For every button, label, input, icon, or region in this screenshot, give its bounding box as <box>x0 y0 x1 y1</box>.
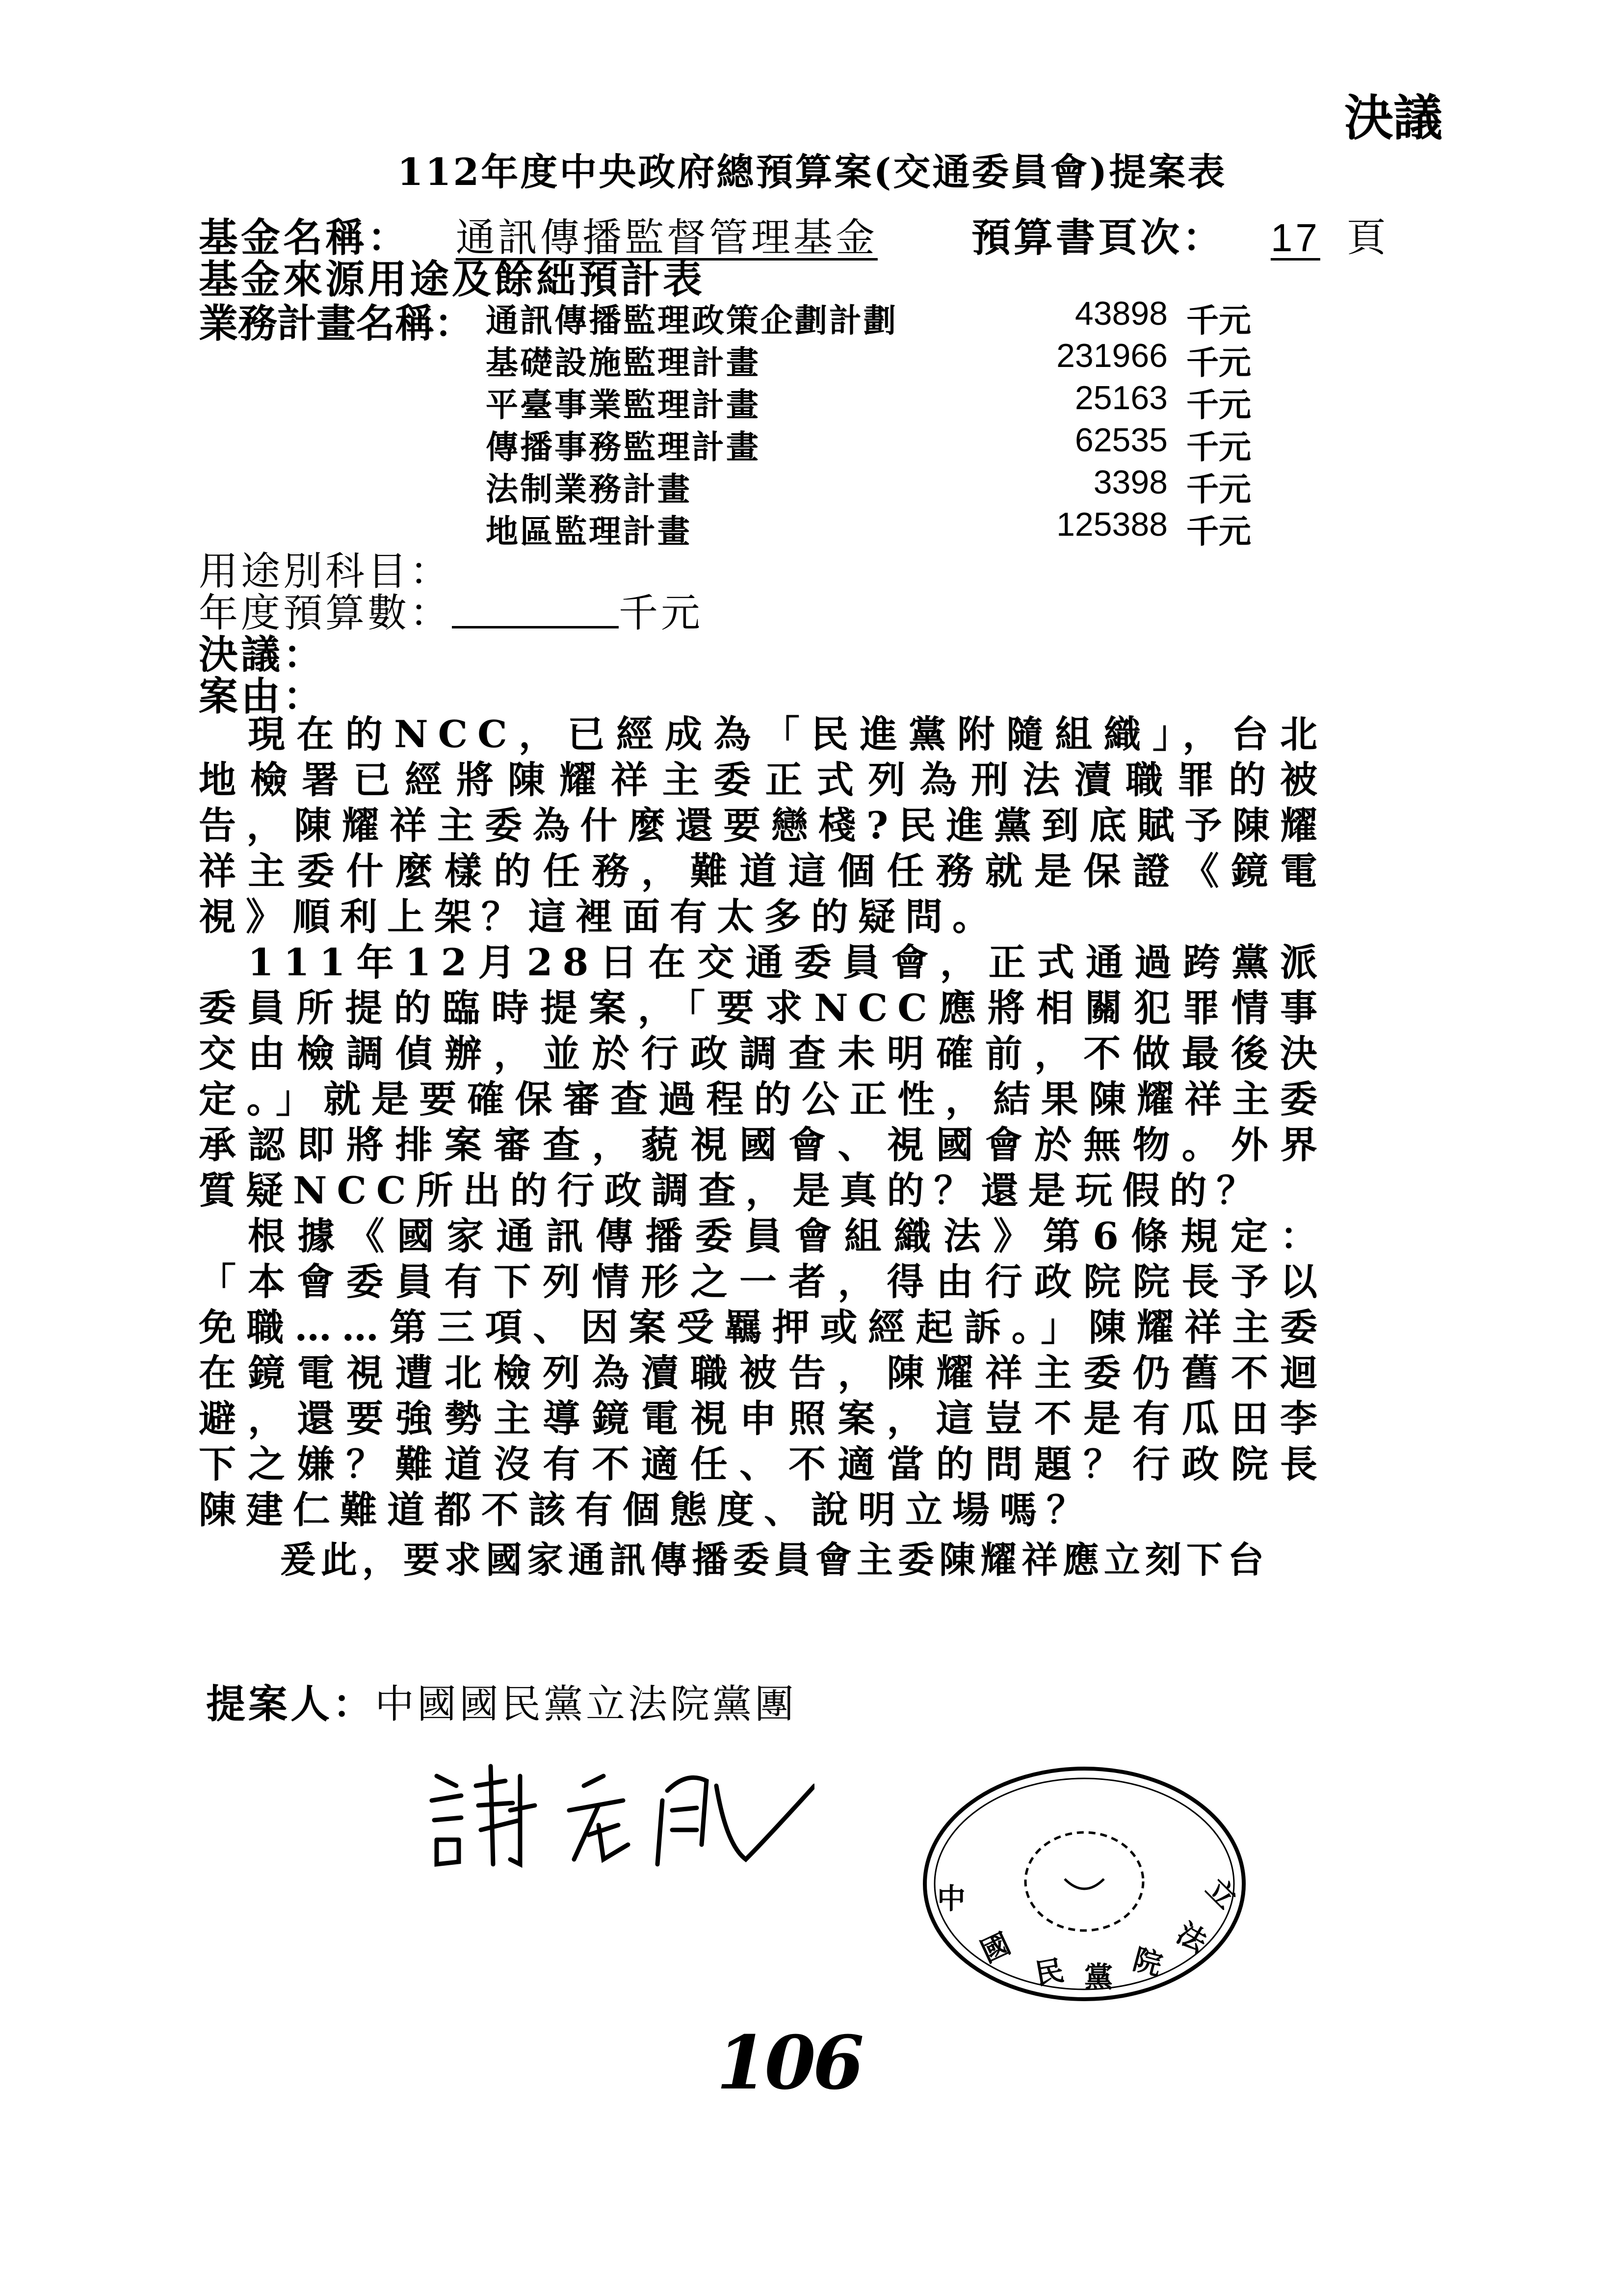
budget-page-label: 預算書頁次： <box>971 214 1225 261</box>
program-name: 地區監理計畫 <box>486 512 692 550</box>
budget-page-value: 17 <box>1270 216 1320 260</box>
paragraph: 111年12月28日在交通委員會，正式通過跨黨派委員所提的臨時提案，「要求NCC應將相關犯罪情事交由檢調偵辦，並於行政調查未明確前，不做最後決定。」就是要確保審查過程的公正性，結果陳耀祥主委承認即將排案審查，藐視國會、視國會於無物。外界質疑NCC所出的行政調查，是真的？還是玩假的？ <box>199 940 1327 1212</box>
annual-budget-unit: 千元 <box>619 590 703 636</box>
seal-char: 法 <box>1171 1916 1213 1959</box>
fund-name-value: 通訊傳播監督管理基金 <box>455 215 878 261</box>
official-seal <box>917 1761 1251 2007</box>
budget-page-unit: 頁 <box>1346 215 1389 261</box>
program-unit: 千元 <box>1186 428 1251 466</box>
program-row <box>486 337 1251 382</box>
reason-body <box>199 711 1327 1533</box>
program-amount: 43898 <box>1074 295 1168 332</box>
program-unit: 千元 <box>1186 343 1251 382</box>
proposer-row <box>206 1681 1327 1727</box>
seal-char: 中 <box>937 1882 966 1915</box>
seal-char: 黨 <box>1084 1960 1113 1994</box>
closing-statement: 爰此，要求國家通訊傳播委員會主委陳耀祥應立刻下台 <box>280 1539 1269 1581</box>
paragraph: 現在的NCC，已經成為「民進黨附隨組織」，台北地檢署已經將陳耀祥主委正式列為刑法瀆職罪的被告，陳耀祥主委為什麼還要戀棧?民進黨到底賦予陳耀祥主委什麼樣的任務，難道這個任務就是保證《鏡電視》順利上架？這裡面有太多的疑問。 <box>199 712 1327 939</box>
document-title: 112年度中央政府總預算案(交通委員會)提案表 <box>397 150 1227 194</box>
reason-section <box>199 711 1327 2105</box>
seal-char: 國 <box>975 1927 1016 1969</box>
page-number: 106 <box>716 2020 862 2106</box>
program-amount: 62535 <box>1074 421 1168 459</box>
reason-label: 案由： <box>199 673 325 719</box>
program-amount: 3398 <box>1093 464 1168 501</box>
program-row <box>486 294 1251 337</box>
annual-budget-label: 年度預算數： <box>199 590 452 636</box>
proposer-label: 提案人： <box>206 1681 375 1727</box>
seal-char: 立 <box>1199 1871 1243 1915</box>
program-row <box>486 505 1251 548</box>
seal-char: 院 <box>1129 1942 1166 1983</box>
program-name: 法制業務計畫 <box>486 470 692 508</box>
resolution-label: 決議： <box>199 631 325 678</box>
fund-name-label: 基金名稱： <box>199 214 410 261</box>
budget-page-row <box>971 206 1389 262</box>
program-name: 平臺事業監理計畫 <box>486 386 760 424</box>
decision-stamp: 決議 <box>1344 89 1442 147</box>
signature-area <box>199 1756 1327 2011</box>
table-label: 基金來源用途及餘絀預計表 <box>199 256 705 302</box>
handwritten-signature <box>422 1756 814 1894</box>
program-name: 基礎設施監理計畫 <box>486 343 760 382</box>
program-amount: 25163 <box>1074 379 1168 417</box>
program-unit: 千元 <box>1186 386 1251 424</box>
program-name: 傳播事務監理計畫 <box>486 428 760 466</box>
program-amount: 231966 <box>1056 337 1168 374</box>
program-row <box>486 379 1251 424</box>
program-name: 通訊傳播監理政策企劃計劃 <box>486 301 898 339</box>
program-unit: 千元 <box>1186 301 1251 339</box>
proposer-value: 中國國民黨立法院黨團 <box>375 1681 797 1727</box>
program-amount: 125388 <box>1056 506 1168 543</box>
seal-char: 民 <box>1032 1953 1067 1991</box>
program-row <box>486 421 1251 466</box>
program-unit: 千元 <box>1186 470 1251 508</box>
annual-budget-blank <box>452 626 619 628</box>
paragraph: 根據《國家通訊傳播委員會組織法》第6條規定：「本會委員有下列情形之一者，得由行政院院長予以免職……第三項、因案受羈押或經起訴。」陳耀祥主委在鏡電視遭北檢列為瀆職被告，陳耀祥主委仍舊不迴避，還要強勢主導鏡電視申照案，這豈不是有瓜田李下之嫌？難道沒有不適任、不適當的問題？行政院長陳建仁難道都不該有個態度、說明立場嗎？ <box>199 1214 1327 1532</box>
program-unit: 千元 <box>1186 512 1251 550</box>
program-label: 業務計畫名稱： <box>199 300 473 346</box>
purpose-label: 用途別科目： <box>199 548 452 594</box>
program-row <box>486 463 1251 508</box>
